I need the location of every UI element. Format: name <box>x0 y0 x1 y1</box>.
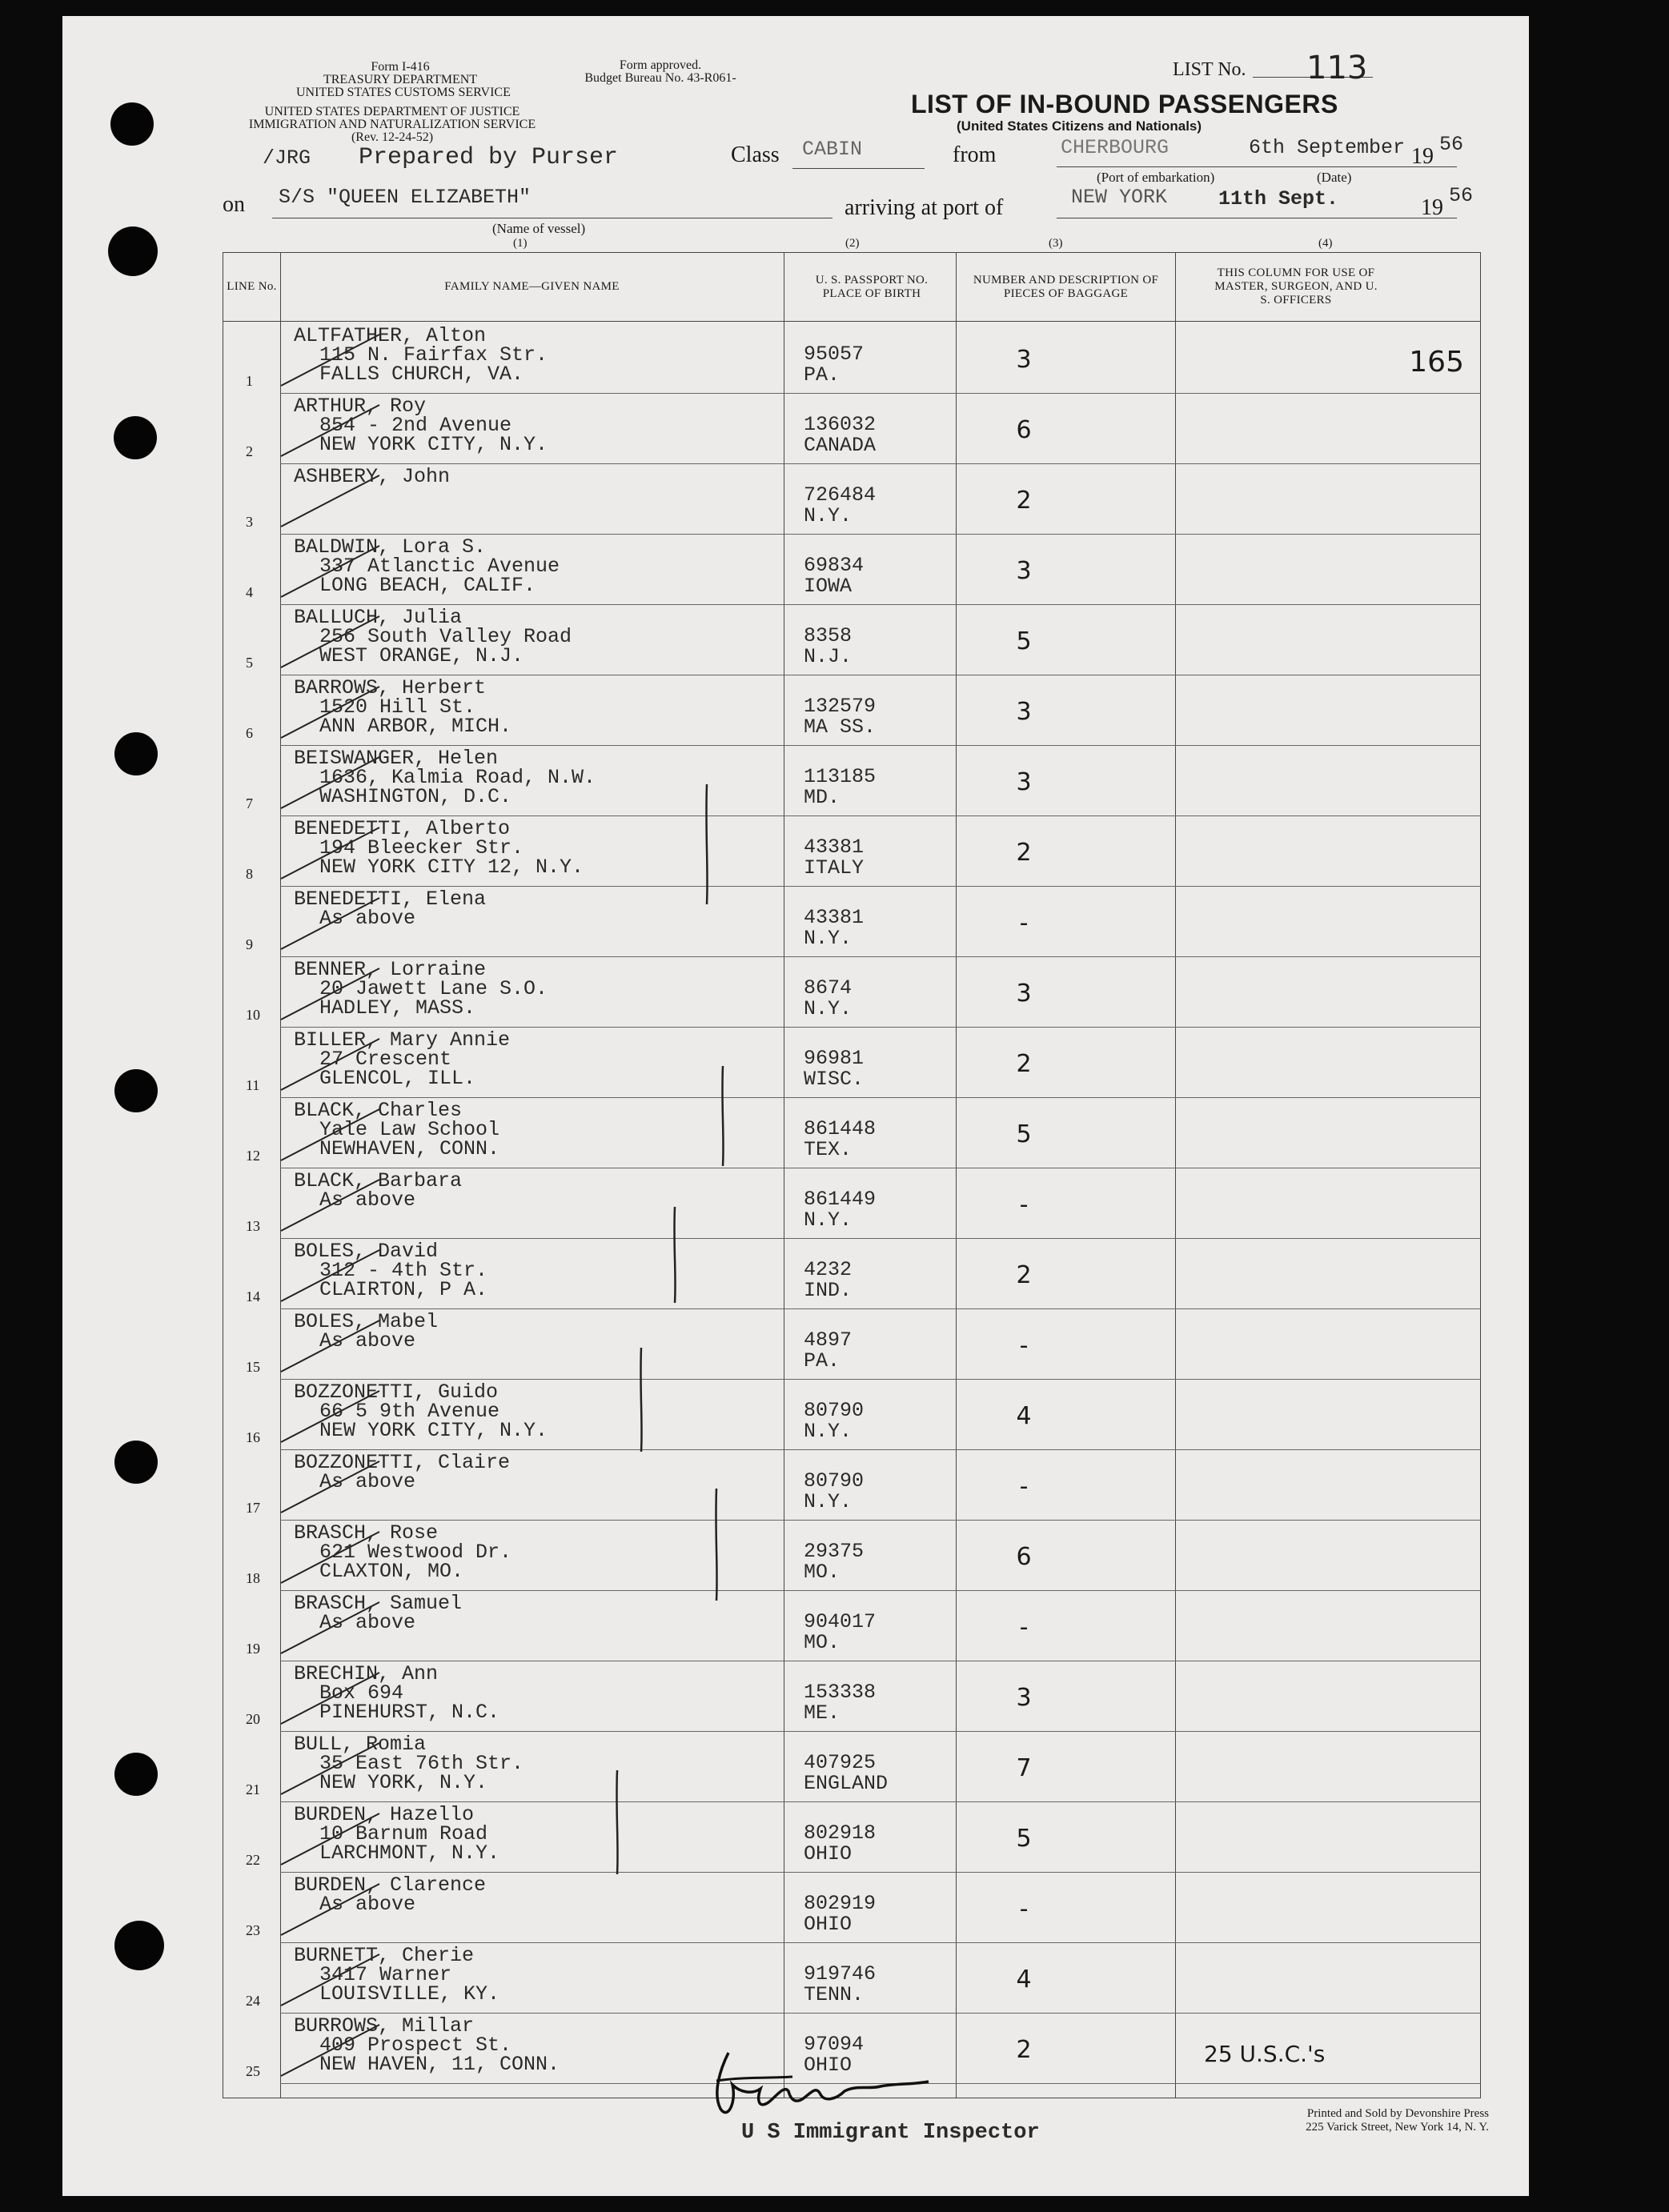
embark-caption: (Port of embarkation) <box>1097 170 1215 185</box>
col-header-baggage: NUMBER AND DESCRIPTION OF PIECES OF BAGGAGE <box>973 273 1159 300</box>
line-number: 24 <box>246 1993 260 2009</box>
address-line-2: CLAIRTON, P A. <box>319 1278 488 1301</box>
passenger-name <box>294 397 548 455</box>
address-line-2: NEW YORK, N.Y. <box>319 1771 488 1794</box>
baggage-count: - <box>1019 1473 1029 1501</box>
family-given-name: BOLES, David <box>294 1240 439 1263</box>
address-line-1: 621 Westwood Dr. <box>319 1541 512 1564</box>
col-num-1: (1) <box>513 237 528 250</box>
address-line-1: 115 N. Fairfax Str. <box>319 343 548 367</box>
baggage-count: 2 <box>1016 487 1032 515</box>
table-row <box>223 605 1480 675</box>
passport-number: 726484 <box>804 483 877 507</box>
passport-number: 95057 <box>804 343 865 366</box>
embark-year: 56 <box>1439 133 1464 156</box>
passenger-name <box>294 1169 463 1212</box>
passport-cell <box>804 415 876 456</box>
line-number: 11 <box>246 1077 260 1093</box>
place-of-birth: ME. <box>804 1701 841 1725</box>
place-of-birth: N.J. <box>804 645 853 668</box>
arriving-label: arriving at port of <box>845 195 1004 220</box>
passport-number: 861449 <box>804 1188 877 1211</box>
passport-number: 136032 <box>804 413 877 436</box>
address-line-1: 1636, Kalmia Road, N.W. <box>319 766 596 789</box>
address-line-1: Yale Law School <box>319 1118 500 1141</box>
address-line-2: LARCHMONT, N.Y. <box>319 1841 500 1865</box>
passport-cell <box>804 1893 876 1935</box>
address-line-1: 1520 Hill St. <box>319 695 476 719</box>
baggage-count: - <box>1019 1613 1029 1641</box>
family-given-name: BENEDETTI, Elena <box>294 888 487 911</box>
binder-hole <box>114 1069 158 1112</box>
passport-number: 69834 <box>804 554 865 577</box>
address-line-2: NEW HAVEN, 11, CONN. <box>319 2053 560 2076</box>
line-number: 16 <box>246 1429 260 1445</box>
vessel-caption: (Name of vessel) <box>492 221 586 236</box>
class-line <box>792 168 925 169</box>
col-num-4: (4) <box>1318 237 1333 250</box>
address-line-1: 337 Atlanctic Avenue <box>319 555 560 578</box>
address-line-1: 256 South Valley Road <box>319 625 572 648</box>
baggage-count: 6 <box>1016 416 1032 444</box>
form-title: LIST OF IN-BOUND PASSENGERS <box>911 90 1338 118</box>
embark-year-prefix: 19 <box>1411 144 1434 169</box>
bracket-mark <box>672 1207 676 1303</box>
from-label: from <box>953 142 997 167</box>
passport-cell <box>804 837 864 879</box>
on-label: on <box>223 192 245 217</box>
family-given-name: BRASCH, Samuel <box>294 1592 463 1615</box>
bracket-mark <box>704 784 708 904</box>
inspector-title: U S Immigrant Inspector <box>741 2121 1040 2145</box>
list-no-label: LIST No. <box>1173 59 1246 80</box>
passport-number: 153338 <box>804 1681 877 1704</box>
passport-number: 113185 <box>804 765 877 788</box>
family-given-name: BURNETT, Cherie <box>294 1944 475 1967</box>
passenger-name <box>294 535 560 597</box>
table-row <box>223 1591 1480 1661</box>
line-number: 12 <box>246 1148 260 1164</box>
family-given-name: BLACK, Barbara <box>294 1169 463 1192</box>
table-row <box>223 675 1480 746</box>
passport-number: 919746 <box>804 1962 877 1986</box>
baggage-count: 2 <box>1016 1261 1032 1289</box>
passport-number: 861448 <box>804 1117 877 1140</box>
address-line-2: CLAXTON, MO. <box>319 1560 464 1583</box>
address-line-2: WASHINGTON, D.C. <box>319 785 512 808</box>
address-line-1: 66 5 9th Avenue <box>319 1400 500 1423</box>
passenger-name <box>294 1101 499 1159</box>
passport-number: 132579 <box>804 695 877 718</box>
address-line-2: ANN ARBOR, MICH. <box>319 715 512 738</box>
passport-number: 8674 <box>804 976 853 1000</box>
address-line-1: 35 East 76th Str. <box>319 1752 524 1775</box>
place-of-birth: N.Y. <box>804 504 853 527</box>
table-row <box>223 1239 1480 1309</box>
baggage-count: 3 <box>1016 1684 1032 1712</box>
baggage-count: 3 <box>1016 980 1032 1008</box>
passport-number: 407925 <box>804 1751 877 1774</box>
table-row <box>223 746 1480 816</box>
passport-cell <box>804 1189 876 1231</box>
baggage-count: 7 <box>1016 1754 1032 1782</box>
passport-cell <box>804 1823 876 1865</box>
address-line-1: 854 - 2nd Avenue <box>319 414 512 437</box>
address-line-1: As above <box>319 1188 416 1212</box>
address-line-2: GLENCOL, ILL. <box>319 1067 476 1090</box>
passenger-name <box>294 749 596 807</box>
table-row <box>223 957 1480 1028</box>
passport-number: 4897 <box>804 1328 853 1352</box>
table-row <box>223 1450 1480 1521</box>
family-given-name: BLACK, Charles <box>294 1099 463 1122</box>
passport-cell <box>804 1682 876 1724</box>
line-number: 22 <box>246 1852 260 1868</box>
address-line-1: 312 - 4th Str. <box>319 1259 488 1282</box>
col-num-2: (2) <box>845 237 860 250</box>
passport-cell <box>804 1541 864 1583</box>
passenger-name <box>294 1594 462 1633</box>
bracket-mark <box>638 1348 643 1452</box>
address-line-2: NEW YORK CITY, N.Y. <box>319 433 548 456</box>
table-row <box>223 535 1480 605</box>
passport-cell <box>804 978 852 1020</box>
family-given-name: BOLES, Mabel <box>294 1310 439 1333</box>
baggage-count: 3 <box>1016 768 1032 796</box>
place-of-birth: PA. <box>804 1349 841 1372</box>
passenger-name <box>294 1028 511 1090</box>
family-given-name: BENEDETTI, Alberto <box>294 817 511 840</box>
passenger-name <box>294 1946 499 2004</box>
address-line-1: 27 Crescent <box>319 1048 452 1071</box>
passport-cell <box>804 1753 888 1794</box>
baggage-count: - <box>1019 1332 1029 1360</box>
line-number: 20 <box>246 1711 260 1727</box>
address-line-1: Box 694 <box>319 1681 404 1705</box>
passport-cell <box>804 908 864 949</box>
line-number: 15 <box>246 1359 260 1375</box>
family-given-name: BARROWS, Herbert <box>294 676 487 699</box>
passport-cell <box>804 626 852 667</box>
passport-cell <box>804 555 864 597</box>
binder-hole <box>108 226 158 276</box>
passport-number: 29375 <box>804 1540 865 1563</box>
binder-hole <box>114 732 158 775</box>
binder-hole <box>114 1441 158 1484</box>
baggage-count: 5 <box>1016 1825 1032 1853</box>
passport-cell <box>804 485 876 527</box>
line-number: 5 <box>246 655 253 671</box>
line-number: 18 <box>246 1570 260 1586</box>
col-header-officers: THIS COLUMN FOR USE OF MASTER, SURGEON, AND U. S. OFFICERS <box>1214 266 1378 307</box>
passport-cell <box>804 696 876 738</box>
address-line-1: As above <box>319 907 416 930</box>
passport-number: 8358 <box>804 624 853 647</box>
line-number: 2 <box>246 443 253 459</box>
table-row <box>223 1309 1480 1380</box>
line-number: 3 <box>246 514 253 530</box>
arrival-port: NEW YORK <box>1071 186 1168 209</box>
binder-hole <box>114 1753 158 1796</box>
place-of-birth: OHIO <box>804 1842 853 1865</box>
table-row <box>223 1380 1480 1450</box>
place-of-birth: MA SS. <box>804 715 877 739</box>
passport-number: 80790 <box>804 1399 865 1422</box>
place-of-birth: ENGLAND <box>804 1772 889 1795</box>
passenger-name <box>294 1521 512 1583</box>
address-line-2: NEW YORK CITY 12, N.Y. <box>319 856 584 879</box>
embark-line <box>1057 166 1457 167</box>
arrival-year-prefix: 19 <box>1421 195 1443 220</box>
address-line-1: As above <box>319 1893 416 1916</box>
place-of-birth: N.Y. <box>804 997 853 1020</box>
line-number: 14 <box>246 1288 260 1304</box>
place-of-birth: MD. <box>804 786 841 809</box>
line-number: 10 <box>246 1007 260 1023</box>
line-number: 21 <box>246 1781 260 1797</box>
passport-number: 43381 <box>804 906 865 929</box>
passport-cell <box>804 1260 852 1301</box>
family-given-name: ARTHUR, Roy <box>294 395 427 418</box>
baggage-count: 2 <box>1016 1050 1032 1078</box>
passport-cell <box>804 1612 876 1653</box>
baggage-count: - <box>1019 1895 1029 1923</box>
address-line-2: WEST ORANGE, N.J. <box>319 644 524 667</box>
address-line-1: As above <box>319 1611 416 1634</box>
place-of-birth: CANADA <box>804 434 877 457</box>
line-number: 23 <box>246 1922 260 1938</box>
family-given-name: BRASCH, Rose <box>294 1521 439 1545</box>
place-of-birth: PA. <box>804 363 841 387</box>
passenger-table <box>223 252 1481 2098</box>
passenger-name <box>294 1453 510 1492</box>
passport-cell <box>804 1471 864 1513</box>
passenger-name <box>294 1242 487 1300</box>
binder-hole <box>114 1921 164 1970</box>
col-header-passport: U. S. PASSPORT NO. PLACE OF BIRTH <box>815 273 929 300</box>
passport-cell <box>804 1330 852 1372</box>
address-line-2: PINEHURST, N.C. <box>319 1701 500 1724</box>
place-of-birth: IND. <box>804 1279 853 1302</box>
passport-cell <box>804 767 876 808</box>
address-line-1: 409 Prospect St. <box>319 2034 512 2057</box>
table-row <box>223 1098 1480 1168</box>
address-line-1: 10 Barnum Road <box>319 1822 488 1845</box>
passenger-name <box>294 1805 499 1863</box>
passenger-name <box>294 1380 548 1442</box>
baggage-count: 6 <box>1016 1543 1032 1571</box>
address-line-2: LOUISVILLE, KY. <box>319 1982 500 2006</box>
prepared-by: Prepared by Purser <box>359 144 619 171</box>
col-num-3: (3) <box>1049 237 1063 250</box>
passenger-name <box>294 2014 560 2076</box>
family-given-name: BILLER, Mary Annie <box>294 1028 511 1052</box>
family-given-name: ALTFATHER, Alton <box>294 324 487 347</box>
bracket-mark <box>713 1489 718 1601</box>
passport-cell <box>804 1048 864 1090</box>
family-given-name: BALDWIN, Lora S. <box>294 535 487 559</box>
table-row <box>223 1661 1480 1732</box>
address-line-1: As above <box>319 1470 416 1493</box>
passport-cell <box>804 1119 876 1160</box>
address-line-1: As above <box>319 1329 416 1352</box>
inspector-signature <box>696 2045 953 2125</box>
line-number: 9 <box>246 936 253 952</box>
passenger-name <box>294 1662 500 1724</box>
passport-cell <box>804 344 864 386</box>
family-given-name: ASHBERY, John <box>294 465 451 488</box>
arrival-date: 11th Sept. <box>1218 187 1339 210</box>
baggage-count: 3 <box>1016 346 1032 374</box>
table-row <box>223 323 1480 394</box>
baggage-count: - <box>1019 909 1029 937</box>
address-line-2: LONG BEACH, CALIF. <box>319 574 536 597</box>
place-of-birth: WISC. <box>804 1068 865 1091</box>
table-row <box>223 464 1480 535</box>
passenger-name <box>294 324 548 386</box>
arrival-year: 56 <box>1449 184 1474 207</box>
address-line-2: NEWHAVEN, CONN. <box>319 1137 500 1160</box>
line-number: 6 <box>246 725 253 741</box>
passport-number: 80790 <box>804 1469 865 1493</box>
line-number: 25 <box>246 2063 260 2079</box>
binder-hole <box>110 102 154 146</box>
table-row <box>223 1943 1480 2014</box>
family-given-name: BULL, Romia <box>294 1733 427 1756</box>
col-header-line-no: LINE No. <box>227 280 277 293</box>
binder-hole <box>114 416 157 459</box>
vessel-name: S/S "QUEEN ELIZABETH" <box>279 186 532 209</box>
table-row <box>223 887 1480 957</box>
table-row <box>223 394 1480 464</box>
passport-number: 43381 <box>804 836 865 859</box>
passport-number: 97094 <box>804 2033 865 2056</box>
place-of-birth: OHIO <box>804 2054 853 2077</box>
place-of-birth: IOWA <box>804 575 853 598</box>
table-row <box>223 816 1480 887</box>
date-caption: (Date) <box>1317 170 1352 185</box>
family-given-name: BALLUCH, Julia <box>294 606 463 629</box>
line-number: 8 <box>246 866 253 882</box>
printer-note: Printed and Sold by Devonshire Press 225 Varick Street, New York 14, N. Y. <box>1306 2107 1489 2134</box>
place-of-birth: ITALY <box>804 856 865 880</box>
table-row <box>223 1521 1480 1591</box>
line-number: 19 <box>246 1641 260 1657</box>
passport-number: 904017 <box>804 1610 877 1633</box>
family-given-name: BURDEN, Hazello <box>294 1803 475 1826</box>
form-number-block: Form I-416 TREASURY DEPARTMENT UNITED STATES CUSTOMS SERVICE <box>296 60 511 99</box>
table-row <box>223 1802 1480 1873</box>
family-given-name: BOZZONETTI, Claire <box>294 1451 511 1474</box>
baggage-count: 3 <box>1016 698 1032 726</box>
address-line-1: 3417 Warner <box>319 1963 452 1986</box>
line-number: 7 <box>246 795 253 811</box>
baggage-count: 5 <box>1016 627 1032 655</box>
family-given-name: BURROWS, Millar <box>294 2014 475 2038</box>
place-of-birth: N.Y. <box>804 927 853 950</box>
officer-note: 165 <box>1409 346 1464 379</box>
place-of-birth: MO. <box>804 1631 841 1654</box>
family-given-name: BENNER, Lorraine <box>294 958 487 981</box>
family-given-name: BRECHIN, Ann <box>294 1662 439 1685</box>
baggage-count: 5 <box>1016 1120 1032 1148</box>
baggage-count: 3 <box>1016 557 1032 585</box>
passenger-name <box>294 1735 524 1793</box>
initials: /JRG <box>263 146 311 170</box>
table-row <box>223 1873 1480 1943</box>
table-row <box>223 1028 1480 1098</box>
family-given-name: BURDEN, Clarence <box>294 1873 487 1897</box>
passport-cell <box>804 1401 864 1442</box>
table-row <box>223 1168 1480 1239</box>
passport-number: 4232 <box>804 1258 853 1281</box>
baggage-count: 4 <box>1016 1402 1032 1430</box>
passenger-name <box>294 819 584 877</box>
col-header-name: FAMILY NAME—GIVEN NAME <box>444 280 620 293</box>
passport-cell <box>804 1964 876 2006</box>
passenger-name <box>294 890 486 928</box>
officer-note: 25 U.S.C.'s <box>1204 2041 1326 2067</box>
passport-number: 802918 <box>804 1821 877 1845</box>
line-number: 17 <box>246 1500 260 1516</box>
line-number: 1 <box>246 373 253 389</box>
address-line-2: HADLEY, MASS. <box>319 996 476 1020</box>
justice-block: UNITED STATES DEPARTMENT OF JUSTICE IMMIGRATION AND NATURALIZATION SERVICE (Rev. 12-24-52) <box>248 105 536 144</box>
family-given-name: BEISWANGER, Helen <box>294 747 499 770</box>
address-line-1: 194 Bleecker Str. <box>319 836 524 860</box>
bracket-mark <box>614 1770 619 1874</box>
baggage-count: 4 <box>1016 1966 1032 1994</box>
line-number: 13 <box>246 1218 260 1234</box>
place-of-birth: OHIO <box>804 1913 853 1936</box>
place-of-birth: N.Y. <box>804 1420 853 1443</box>
passenger-name <box>294 1873 487 1916</box>
passenger-name <box>294 960 548 1018</box>
embark-date: 6th September <box>1249 136 1406 159</box>
address-line-2: FALLS CHURCH, VA. <box>319 363 524 386</box>
passenger-name <box>294 608 572 666</box>
passenger-name <box>294 467 450 487</box>
place-of-birth: TEX. <box>804 1138 853 1161</box>
passenger-name <box>294 1312 438 1351</box>
passenger-name <box>294 676 512 738</box>
baggage-count: 2 <box>1016 2036 1032 2064</box>
bracket-mark <box>720 1066 724 1166</box>
place-of-birth: TENN. <box>804 1983 865 2006</box>
family-given-name: BOZZONETTI, Guido <box>294 1380 499 1404</box>
approval-block: Form approved. Budget Bureau No. 43-R061- <box>584 58 736 85</box>
address-line-2: NEW YORK CITY, N.Y. <box>319 1419 548 1442</box>
place-of-birth: MO. <box>804 1561 841 1584</box>
table-row <box>223 1732 1480 1802</box>
address-line-1: 20 Jawett Lane S.O. <box>319 977 548 1000</box>
passport-number: 96981 <box>804 1047 865 1070</box>
passport-number: 802919 <box>804 1892 877 1915</box>
list-no-value: 113 <box>1306 50 1368 86</box>
line-number: 4 <box>246 584 253 600</box>
place-of-birth: N.Y. <box>804 1208 853 1232</box>
baggage-count: 2 <box>1016 839 1032 867</box>
class-value: CABIN <box>802 138 863 161</box>
class-label: Class <box>731 142 780 167</box>
baggage-count: - <box>1019 1191 1029 1219</box>
form-subtitle: (United States Citizens and Nationals) <box>957 118 1202 134</box>
embark-port: CHERBOURG <box>1061 136 1170 159</box>
place-of-birth: N.Y. <box>804 1490 853 1513</box>
